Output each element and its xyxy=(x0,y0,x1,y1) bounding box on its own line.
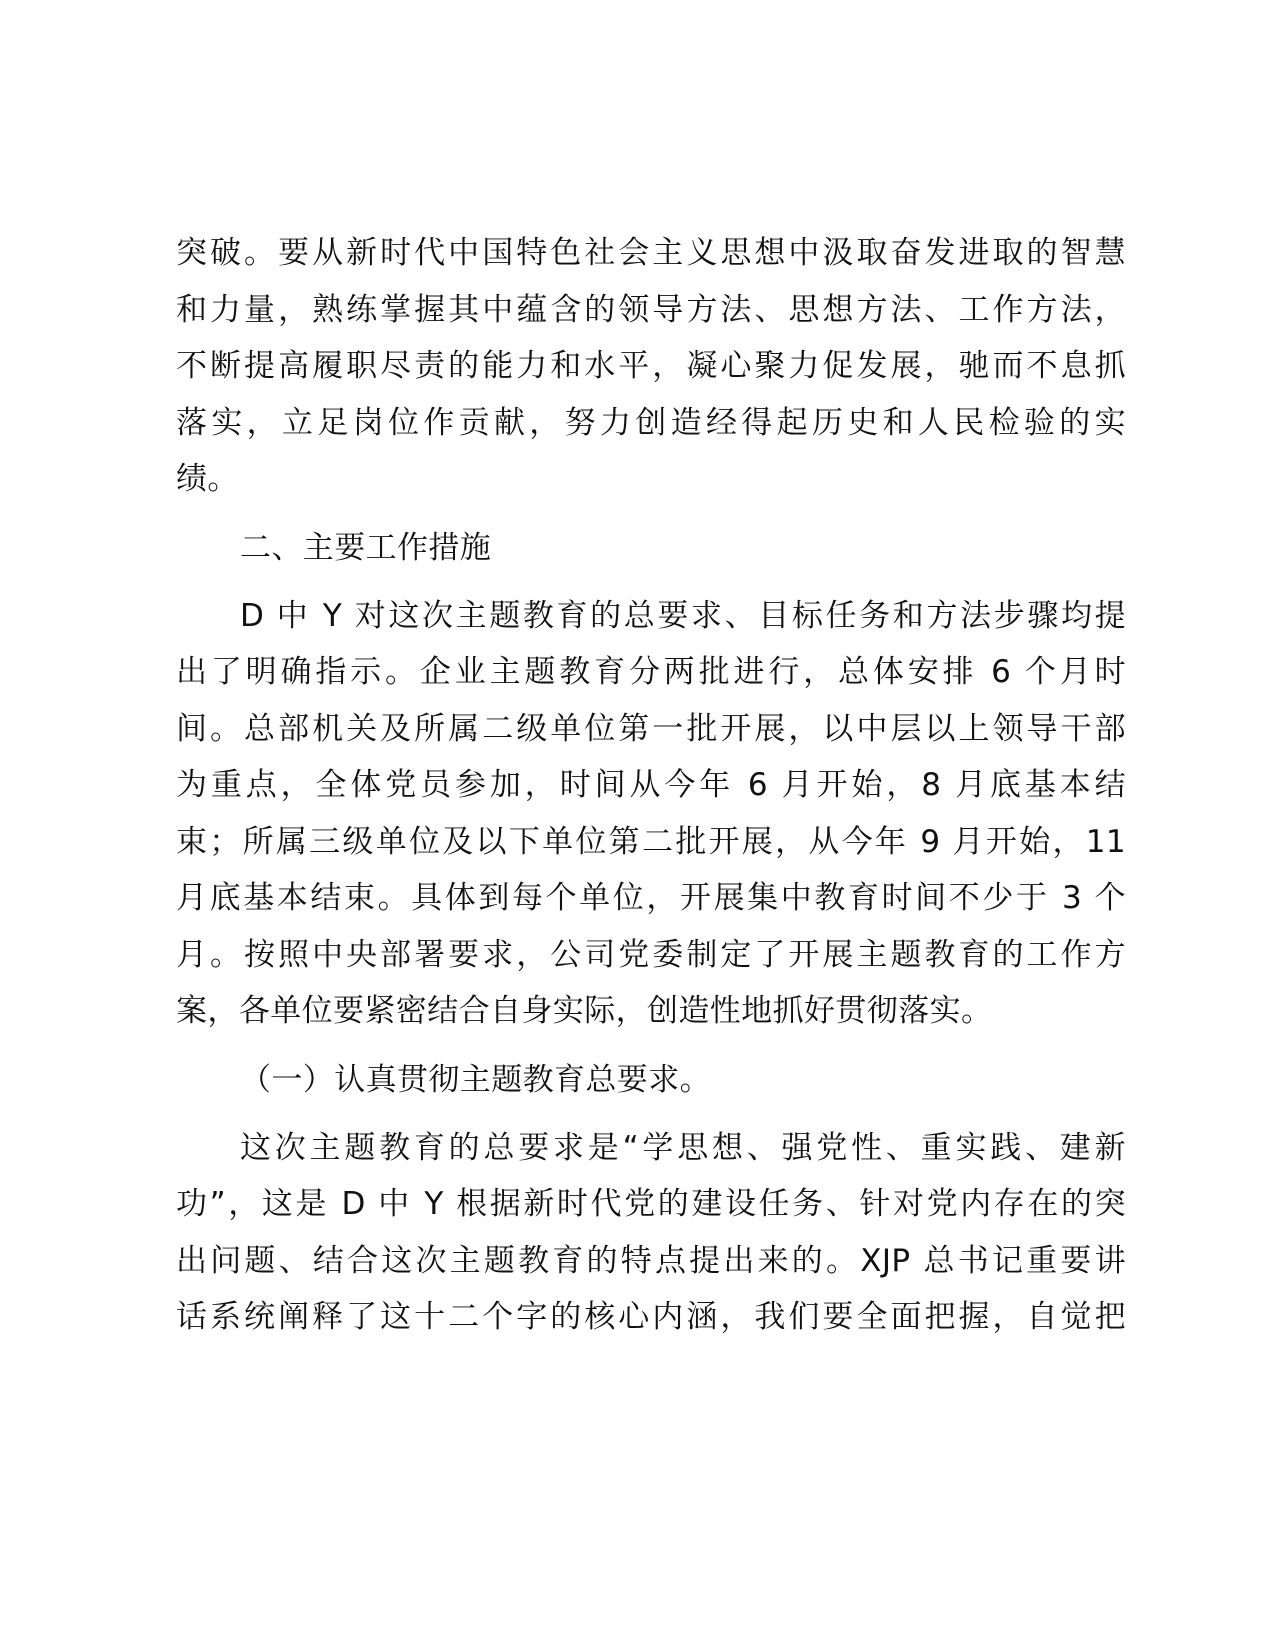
section-heading: 二、主要工作措施 xyxy=(240,530,492,566)
paragraph-line: 这次主题教育的总要求是“学思想、强党性、重实践、建新 xyxy=(240,1130,1126,1166)
paragraph-line: 月。按照中央部署要求，公司党委制定了开展主题教育的工作方 xyxy=(176,937,1126,973)
paragraph-line: 功”，这是 D 中 Y 根据新时代党的建设任务、针对党内存在的突 xyxy=(176,1186,1126,1222)
paragraph-line: 为重点，全体党员参加，时间从今年 6 月开始，8 月底基本结 xyxy=(176,767,1126,803)
paragraph-line: 出问题、结合这次主题教育的特点提出来的。XJP 总书记重要讲 xyxy=(176,1243,1126,1279)
paragraph-line: 落实，立足岗位作贡献，努力创造经得起历史和人民检验的实 xyxy=(176,405,1126,441)
paragraph-line: 束；所属三级单位及以下单位第二批开展，从今年 9 月开始，11 xyxy=(176,824,1126,860)
subsection-heading: （一）认真贯彻主题教育总要求。 xyxy=(240,1062,711,1098)
paragraph-line: 出了明确指示。企业主题教育分两批进行，总体安排 6 个月时 xyxy=(176,654,1126,690)
paragraph-line: D 中 Y 对这次主题教育的总要求、目标任务和方法步骤均提 xyxy=(240,598,1126,634)
paragraph-line: 绩。 xyxy=(176,461,239,497)
paragraph-line: 案，各单位要紧密结合自身实际，创造性地抓好贯彻落实。 xyxy=(176,993,993,1029)
paragraph-line: 不断提高履职尽责的能力和水平，凝心聚力促发展，驰而不息抓 xyxy=(176,348,1126,384)
paragraph-line: 突破。要从新时代中国特色社会主义思想中汲取奋发进取的智慧 xyxy=(176,235,1126,271)
paragraph-line: 和力量，熟练掌握其中蕴含的领导方法、思想方法、工作方法， xyxy=(176,292,1126,328)
paragraph-line: 月底基本结束。具体到每个单位，开展集中教育时间不少于 3 个 xyxy=(176,880,1126,916)
paragraph-line: 话系统阐释了这十二个字的核心内涵，我们要全面把握，自觉把 xyxy=(176,1299,1126,1335)
paragraph-line: 间。总部机关及所属二级单位第一批开展，以中层以上领导干部 xyxy=(176,711,1126,747)
